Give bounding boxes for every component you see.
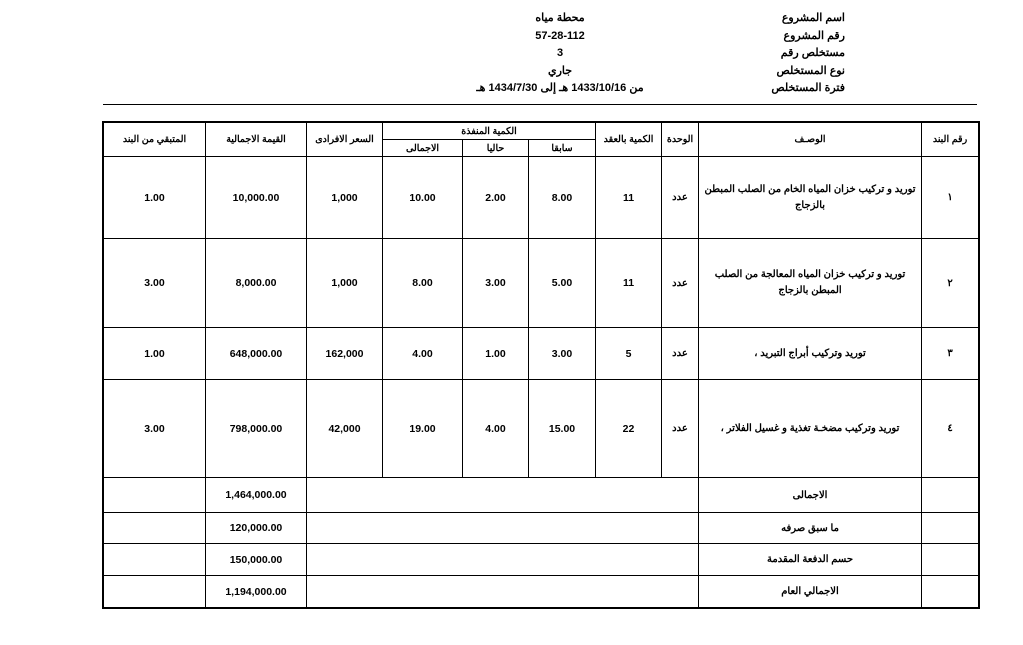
item-remaining: 1.00	[104, 328, 206, 380]
item-unit-price: 1,000	[307, 239, 383, 328]
table-row	[104, 239, 979, 328]
label-project-number: رقم المشروع	[783, 29, 845, 42]
item-unit: عدد	[662, 380, 699, 478]
summary-spacer	[922, 478, 979, 513]
header-total-value: القيمة الاجمالية	[206, 123, 307, 157]
label-statement-number: مستخلص رقم	[780, 47, 845, 59]
item-total: 19.00	[383, 380, 463, 478]
item-contract-qty: 11	[596, 157, 662, 239]
item-current: 2.00	[463, 157, 529, 239]
summary-spacer	[104, 513, 206, 544]
statement-type: جاري	[547, 64, 573, 77]
summary-blank	[307, 544, 699, 576]
summary-label: حسم الدفعة المقدمة	[699, 544, 922, 576]
item-remaining: 1.00	[104, 157, 206, 239]
item-unit-price: 162,000	[307, 328, 383, 380]
label-statement-type: نوع المستخلص	[776, 64, 845, 77]
item-no: ٣	[922, 328, 979, 380]
item-no: ٢	[922, 239, 979, 328]
item-previous: 8.00	[529, 157, 596, 239]
header-executed-qty: الكمية المنفذة	[383, 123, 596, 140]
item-unit: عدد	[662, 239, 699, 328]
table-row	[104, 157, 979, 239]
header-item-no: رقم البند	[922, 123, 979, 157]
item-unit: عدد	[662, 157, 699, 239]
project-name: محطة مياه	[535, 12, 585, 24]
item-contract-qty: 11	[596, 239, 662, 328]
item-previous: 3.00	[529, 328, 596, 380]
item-previous: 15.00	[529, 380, 596, 478]
header-current: حاليا	[463, 140, 529, 157]
item-description: توريد و تركيب خزان المياه الخام من الصلب المبطن بالزجاج	[699, 157, 922, 239]
item-no: ١	[922, 157, 979, 239]
summary-value: 1,194,000.00	[206, 576, 307, 608]
label-project-name: اسم المشروع	[781, 12, 845, 24]
summary-value: 150,000.00	[206, 544, 307, 576]
header-previous: سابقا	[529, 140, 596, 157]
summary-value: 1,464,000.00	[206, 478, 307, 513]
label-period: فترة المستخلص	[771, 82, 845, 94]
summary-blank	[307, 576, 699, 608]
header-unit-price: السعر الافرادى	[307, 123, 383, 157]
header-description: الوصـف	[699, 123, 922, 157]
summary-label: الاجمالي العام	[699, 576, 922, 608]
item-description: توريد و تركيب خزان المياه المعالجة من الصلب المبطن بالزجاج	[699, 239, 922, 328]
item-description: توريد وتركيب مضخـة تغذية و غسيل الفلاتر ،	[699, 380, 922, 478]
summary-spacer	[104, 478, 206, 513]
header-contract-qty: الكمية بالعقد	[596, 123, 662, 157]
item-total: 4.00	[383, 328, 463, 380]
header-remaining: المتبقي من البند	[104, 123, 206, 157]
table-row	[104, 328, 979, 380]
item-contract-qty: 5	[596, 328, 662, 380]
item-current: 1.00	[463, 328, 529, 380]
item-contract-qty: 22	[596, 380, 662, 478]
item-current: 4.00	[463, 380, 529, 478]
summary-row	[104, 544, 979, 576]
summary-blank	[307, 513, 699, 544]
summary-spacer	[104, 576, 206, 608]
summary-spacer	[104, 544, 206, 576]
header-values	[380, 10, 740, 98]
item-description: توريد وتركيب أبراج التبريد ،	[699, 328, 922, 380]
item-total-value: 648,000.00	[206, 328, 307, 380]
summary-value: 120,000.00	[206, 513, 307, 544]
summary-spacer	[922, 544, 979, 576]
item-total-value: 8,000.00	[206, 239, 307, 328]
period: من 1433/10/16 هـ إلى 1434/7/30 هـ	[476, 82, 644, 94]
item-remaining: 3.00	[104, 380, 206, 478]
header-unit: الوحدة	[662, 123, 699, 157]
header-total: الاجمالى	[383, 140, 463, 157]
summary-spacer	[922, 576, 979, 608]
item-no: ٤	[922, 380, 979, 478]
summary-label: الاجمالى	[699, 478, 922, 513]
item-unit-price: 1,000	[307, 157, 383, 239]
summary-blank	[307, 478, 699, 513]
item-remaining: 3.00	[104, 239, 206, 328]
summary-row	[104, 576, 979, 608]
item-unit-price: 42,000	[307, 380, 383, 478]
item-total-value: 10,000.00	[206, 157, 307, 239]
statement-number: 3	[556, 47, 564, 59]
item-current: 3.00	[463, 239, 529, 328]
item-total: 8.00	[383, 239, 463, 328]
item-total-value: 798,000.00	[206, 380, 307, 478]
statement-table	[103, 122, 979, 608]
summary-row	[104, 513, 979, 544]
table-row	[104, 380, 979, 478]
header-divider	[103, 104, 977, 105]
item-total: 10.00	[383, 157, 463, 239]
item-unit: عدد	[662, 328, 699, 380]
summary-spacer	[922, 513, 979, 544]
item-previous: 5.00	[529, 239, 596, 328]
summary-row	[104, 478, 979, 513]
project-number: 57-28-112	[535, 29, 585, 42]
summary-label: ما سبق صرفه	[699, 513, 922, 544]
